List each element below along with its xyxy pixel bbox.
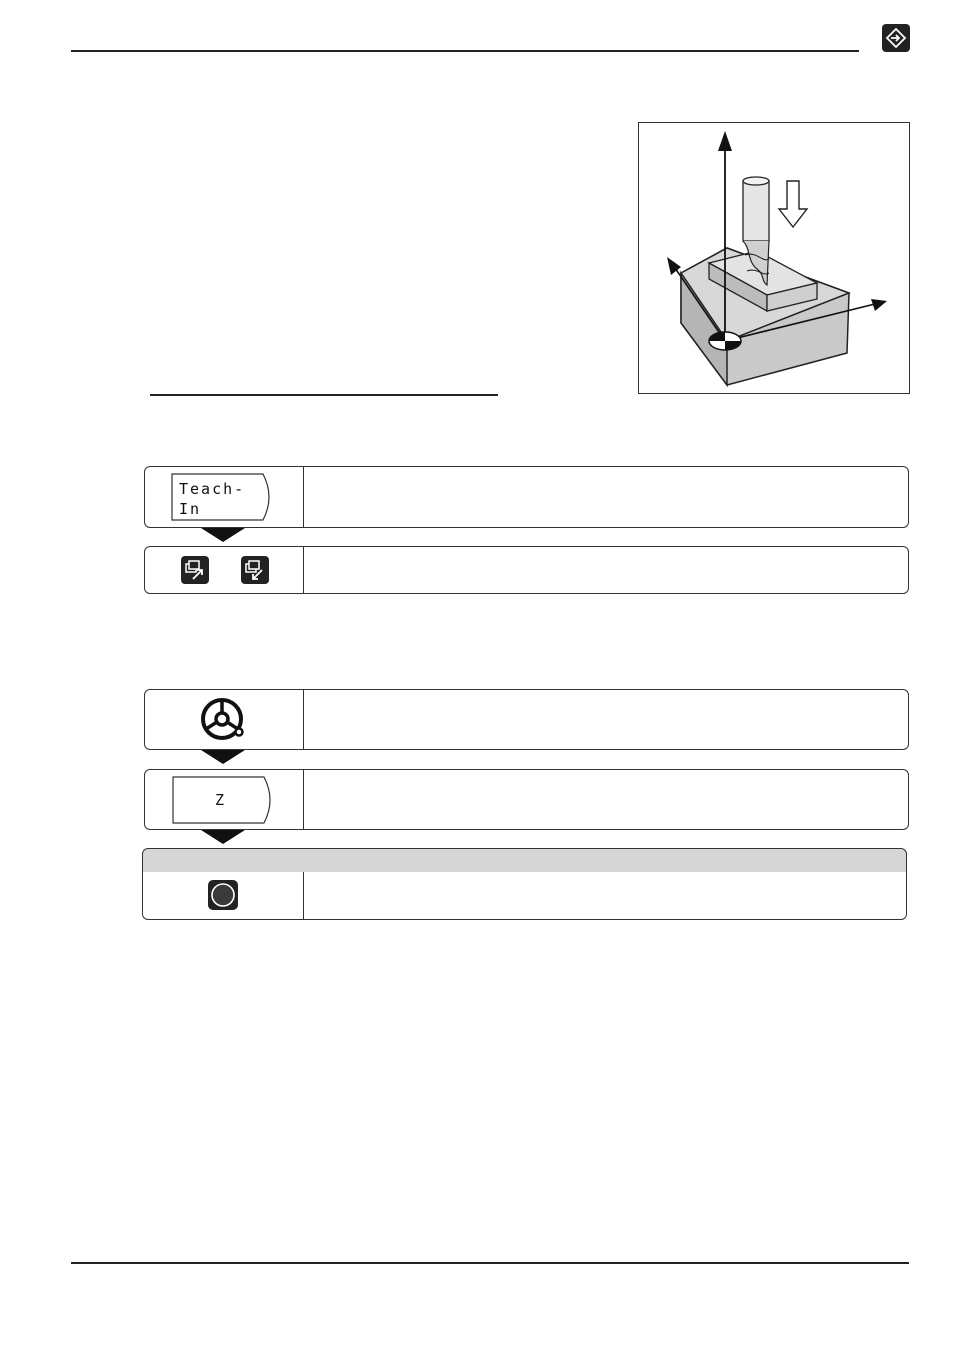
softkey-line-2: In xyxy=(179,500,202,518)
milling-tool-illustration xyxy=(638,122,910,394)
footer-rule xyxy=(71,1262,909,1264)
step-handwheel xyxy=(144,689,909,750)
enter-key-icon[interactable] xyxy=(208,880,238,910)
step-divider xyxy=(303,770,304,829)
header-rule xyxy=(71,50,859,52)
step-enter xyxy=(142,872,907,920)
flow-arrow-icon xyxy=(201,528,245,542)
section-underline xyxy=(150,394,498,396)
step-divider xyxy=(303,872,304,919)
page-down-key-icon[interactable] xyxy=(241,556,269,584)
step-divider xyxy=(303,690,304,749)
step-divider xyxy=(303,547,304,593)
step-header-bar xyxy=(142,848,907,873)
softkey-label: Z xyxy=(215,791,227,809)
hand-pointer-icon xyxy=(882,24,910,52)
page-up-key-icon[interactable] xyxy=(181,556,209,584)
step-page-keys xyxy=(144,546,909,594)
flow-arrow-icon xyxy=(201,830,245,844)
z-softkey[interactable] xyxy=(172,776,278,824)
flow-arrow-icon xyxy=(201,750,245,764)
handwheel-icon xyxy=(199,696,249,746)
softkey-line-1: Teach- xyxy=(179,480,246,498)
step-teach-in xyxy=(144,466,909,528)
step-divider xyxy=(303,467,304,527)
teach-in-softkey[interactable] xyxy=(171,473,277,521)
step-axis-z xyxy=(144,769,909,830)
